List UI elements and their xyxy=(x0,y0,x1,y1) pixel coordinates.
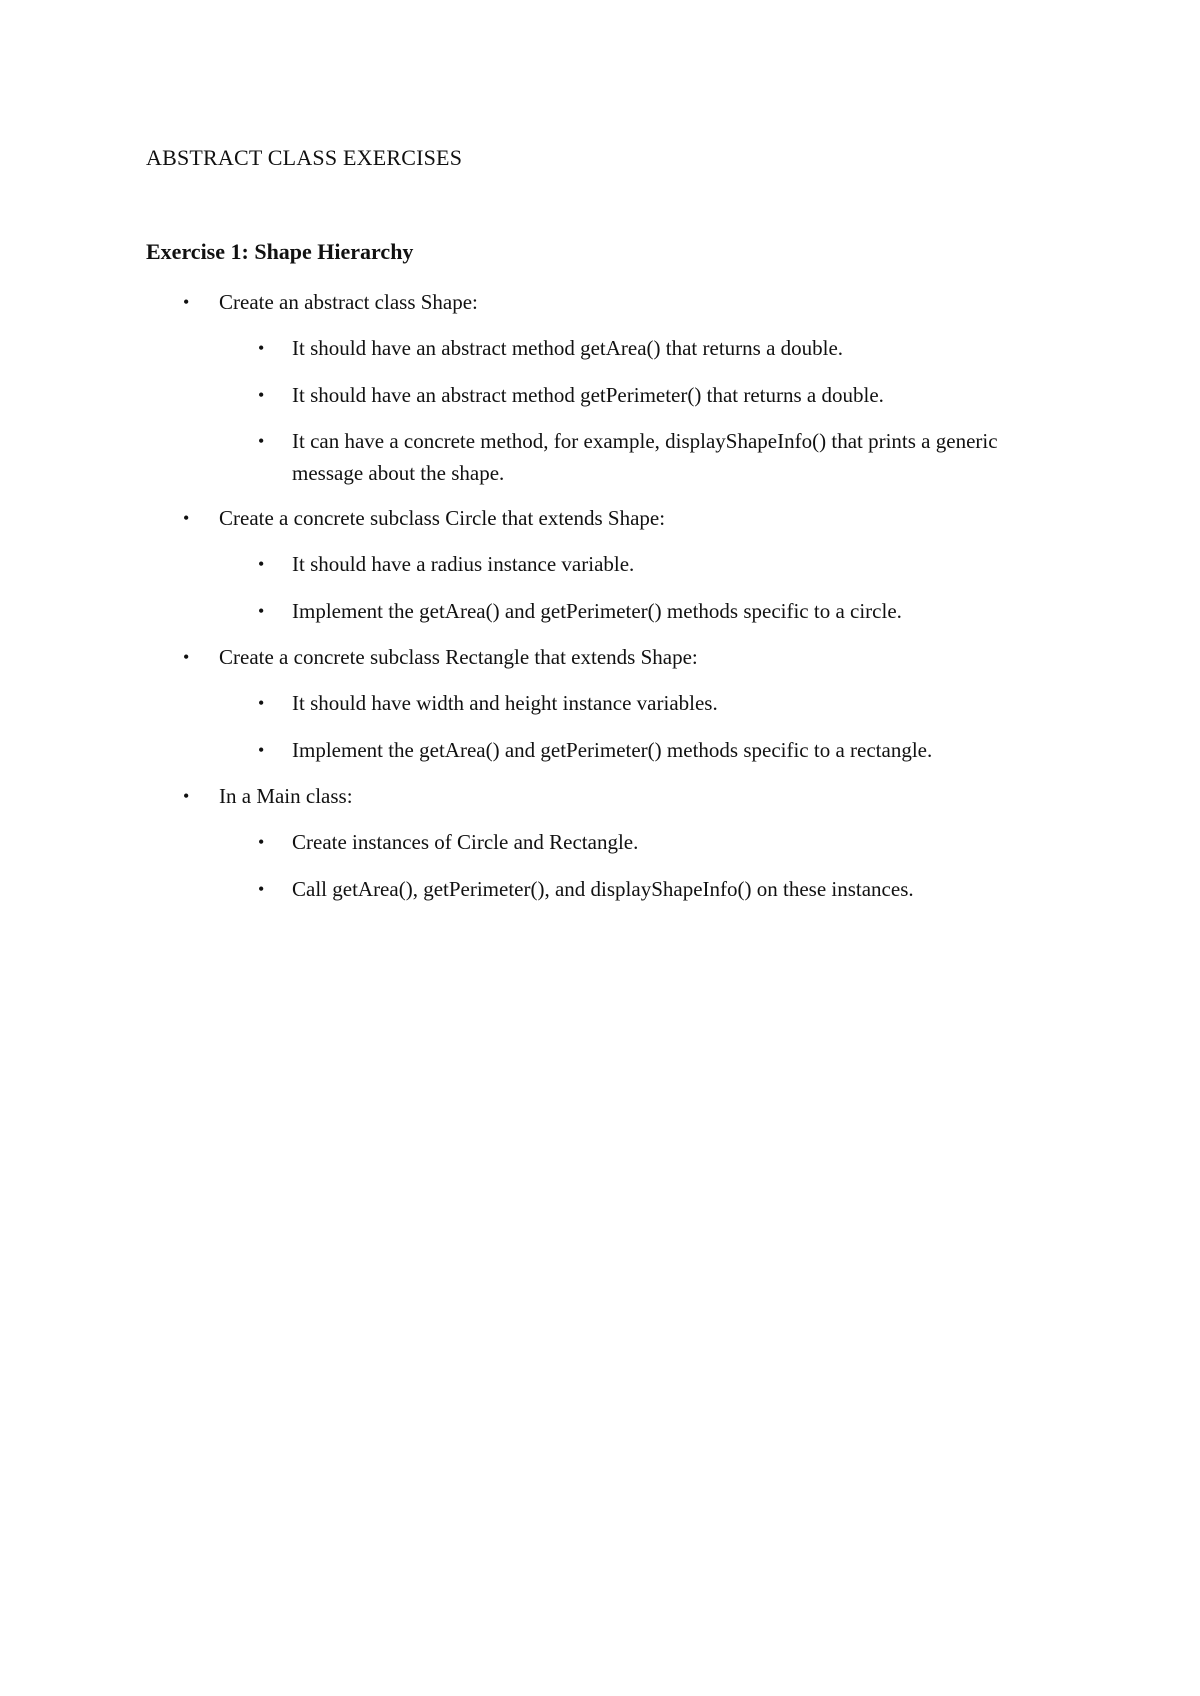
document-title: ABSTRACT CLASS EXERCISES xyxy=(146,145,463,170)
list-item xyxy=(183,641,698,673)
exercise-heading: Exercise 1: Shape Hierarchy xyxy=(146,239,414,264)
bullet-icon: • xyxy=(183,508,190,528)
bullet-icon: • xyxy=(258,431,265,451)
list-item-text: Call getArea(), getPerimeter(), and displayShapeInfo() on these instances. xyxy=(292,877,914,901)
list-item xyxy=(258,595,902,627)
list-item-text: Create instances of Circle and Rectangle. xyxy=(292,830,639,854)
bullet-icon: • xyxy=(258,338,265,358)
list-item xyxy=(258,332,844,364)
list-item xyxy=(258,826,639,858)
list-item xyxy=(183,780,353,812)
bullet-icon: • xyxy=(258,385,265,405)
bullet-icon: • xyxy=(258,740,265,760)
list-item xyxy=(258,379,884,411)
list-item-text: It should have width and height instance variables. xyxy=(292,691,718,715)
list-item-text: Create an abstract class Shape: xyxy=(219,290,478,314)
list-item xyxy=(183,502,666,534)
list-item-text: It should have an abstract method getPerimeter() that returns a double. xyxy=(292,383,884,407)
list-item-text: It should have a radius instance variable. xyxy=(292,552,635,576)
list-item xyxy=(258,548,635,580)
list-item xyxy=(183,286,478,318)
bullet-icon: • xyxy=(183,786,190,806)
bullet-icon: • xyxy=(258,693,265,713)
list-item-text: It should have an abstract method getArea() that returns a double. xyxy=(292,336,844,360)
bullet-icon: • xyxy=(258,601,265,621)
bullet-icon: • xyxy=(258,554,265,574)
list-item-text: Implement the getArea() and getPerimeter() methods specific to a circle. xyxy=(292,599,902,623)
bullet-icon: • xyxy=(183,292,190,312)
bullet-icon: • xyxy=(258,832,265,852)
bullet-icon: • xyxy=(258,879,265,899)
list-item xyxy=(258,734,933,766)
list-item xyxy=(258,425,1052,489)
list-item xyxy=(258,873,914,905)
list-item-text: In a Main class: xyxy=(219,784,353,808)
list-item xyxy=(258,687,718,719)
list-item-text: It can have a concrete method, for example, displayShapeInfo() that prints a generic message about the shape. xyxy=(292,429,998,485)
bullet-icon: • xyxy=(183,647,190,667)
list-item-text: Implement the getArea() and getPerimeter() methods specific to a rectangle. xyxy=(292,738,933,762)
list-item-text: Create a concrete subclass Circle that extends Shape: xyxy=(219,506,666,530)
list-item-text: Create a concrete subclass Rectangle that extends Shape: xyxy=(219,645,698,669)
